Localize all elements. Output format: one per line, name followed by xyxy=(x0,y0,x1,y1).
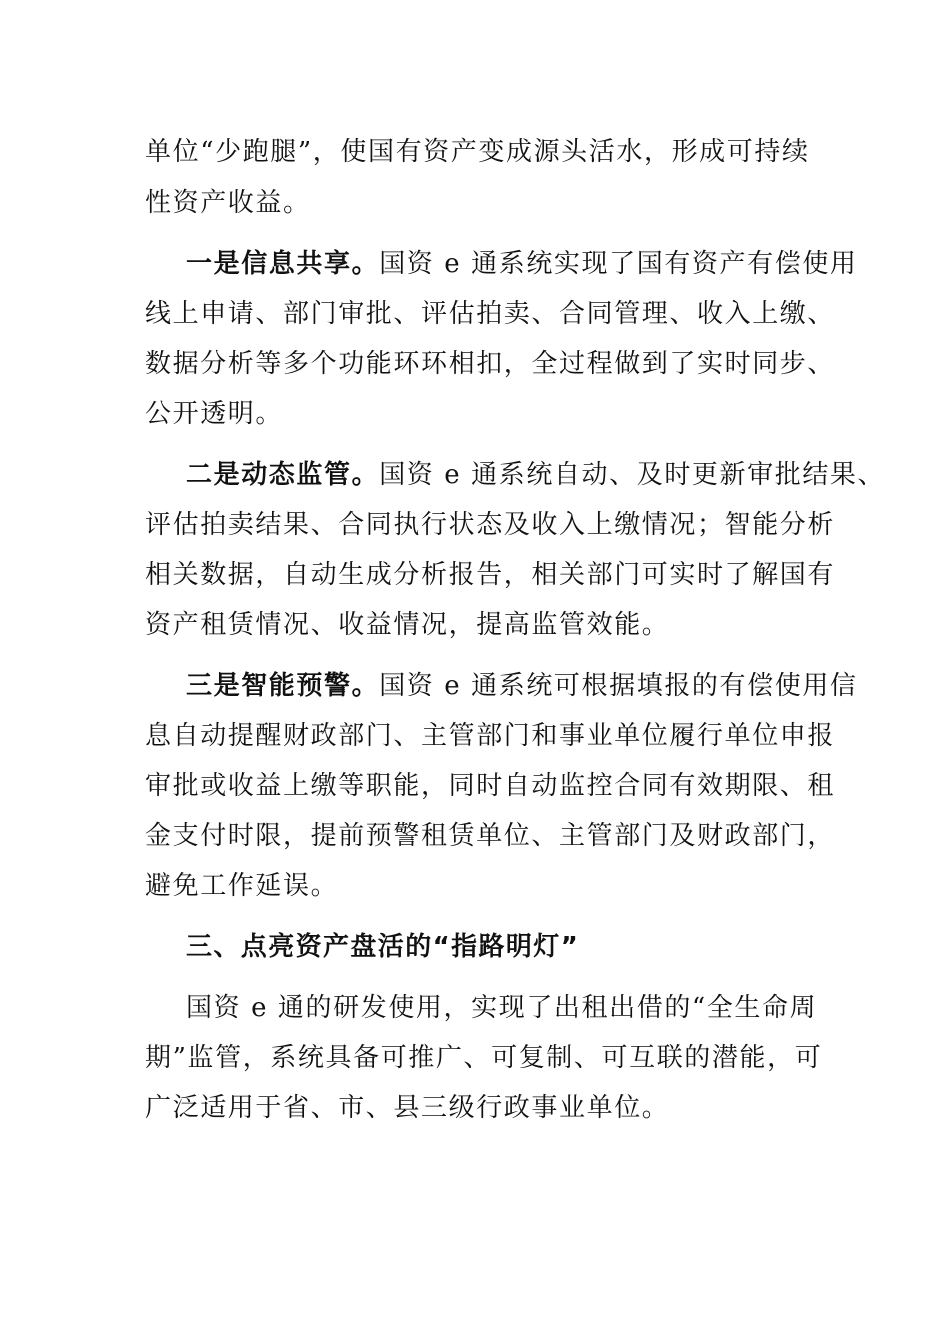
para2-line-2: 评估拍卖结果、合同执行状态及收入上缴情况；智能分析 xyxy=(145,510,836,540)
para2-line-1-text: 国资 e 通系统自动、及时更新审批结果、 xyxy=(379,460,886,490)
para3-line-2: 息自动提醒财政部门、主管部门和事业单位履行单位申报 xyxy=(145,721,836,751)
para4-line-3: 广泛适用于省、市、县三级行政事业单位。 xyxy=(145,1093,670,1123)
intro-line-1: 单位“少跑腿”，使国有资产变成源头活水，形成可持续 xyxy=(145,137,810,167)
para2-line-4: 资产租赁情况、收益情况，提高监管效能。 xyxy=(145,610,670,640)
para1-lead: 一是信息共享。 xyxy=(186,249,380,279)
para1-line-2: 线上申请、部门审批、评估拍卖、合同管理、收入上缴、 xyxy=(145,299,836,329)
intro-line-2: 性资产收益。 xyxy=(145,188,311,218)
para1-line-3: 数据分析等多个功能环环相扣，全过程做到了实时同步、 xyxy=(145,349,836,379)
para1-line-4: 公开透明。 xyxy=(145,399,284,429)
para3-line-1 xyxy=(186,669,866,703)
para4-line-1: 国资 e 通的研发使用，实现了出租出借的“全生命周 xyxy=(186,993,818,1023)
section-heading: 三、点亮资产盘活的“指路明灯” xyxy=(186,932,580,962)
para3-line-3: 审批或收益上缴等职能，同时自动监控合同有效期限、租 xyxy=(145,771,836,801)
para3-line-5: 避免工作延误。 xyxy=(145,871,339,901)
para3-lead: 三是智能预警。 xyxy=(186,671,380,701)
para1-line-1 xyxy=(186,247,866,281)
para2-lead: 二是动态监管。 xyxy=(186,460,380,490)
para3-line-4: 金支付时限，提前预警租赁单位、主管部门及财政部门， xyxy=(145,821,836,851)
para1-line-1-text: 国资 e 通系统实现了国有资产有偿使用 xyxy=(379,249,858,279)
para2-line-1 xyxy=(186,458,886,492)
para2-line-3: 相关数据，自动生成分析报告，相关部门可实时了解国有 xyxy=(145,560,836,590)
para4-line-2: 期”监管，系统具备可推广、可复制、可互联的潜能，可 xyxy=(145,1043,823,1073)
para3-line-1-text: 国资 e 通系统可根据填报的有偿使用信 xyxy=(379,671,858,701)
